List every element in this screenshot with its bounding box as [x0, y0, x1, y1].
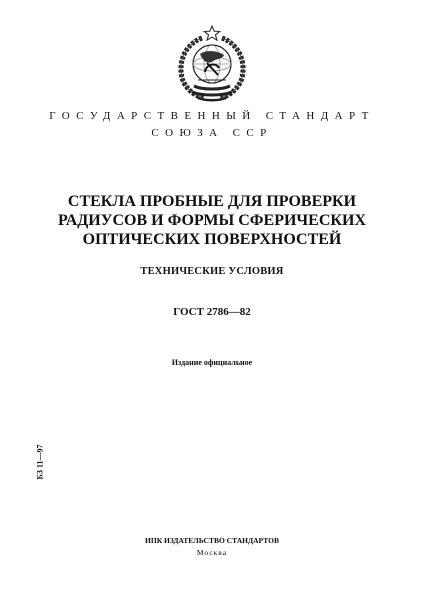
edition-note: Издание официальное [171, 358, 253, 367]
document-title [30, 192, 394, 249]
title-line: СТЕКЛА ПРОБНЫЕ ДЛЯ ПРОВЕРКИ [67, 193, 357, 210]
standard-number: ГОСТ 2786—82 [173, 306, 251, 318]
title-line: ОПТИЧЕСКИХ ПОВЕРХНОСТЕЙ [82, 231, 342, 248]
ussr-state-emblem-icon [172, 24, 252, 104]
publisher-city: Москва [196, 548, 228, 557]
header-union: СОЮЗА ССР [151, 127, 273, 139]
title-line: РАДИУСОВ И ФОРМЫ СФЕРИЧЕСКИХ [57, 212, 366, 229]
publisher-name: ИПК ИЗДАТЕЛЬСТВО СТАНДАРТОВ [145, 536, 279, 545]
header-state-standard: ГОСУДАРСТВЕННЫЙ СТАНДАРТ [49, 110, 375, 122]
document-subtitle: ТЕХНИЧЕСКИЕ УСЛОВИЯ [140, 266, 284, 277]
side-code: БЗ 11—97 [35, 444, 45, 480]
